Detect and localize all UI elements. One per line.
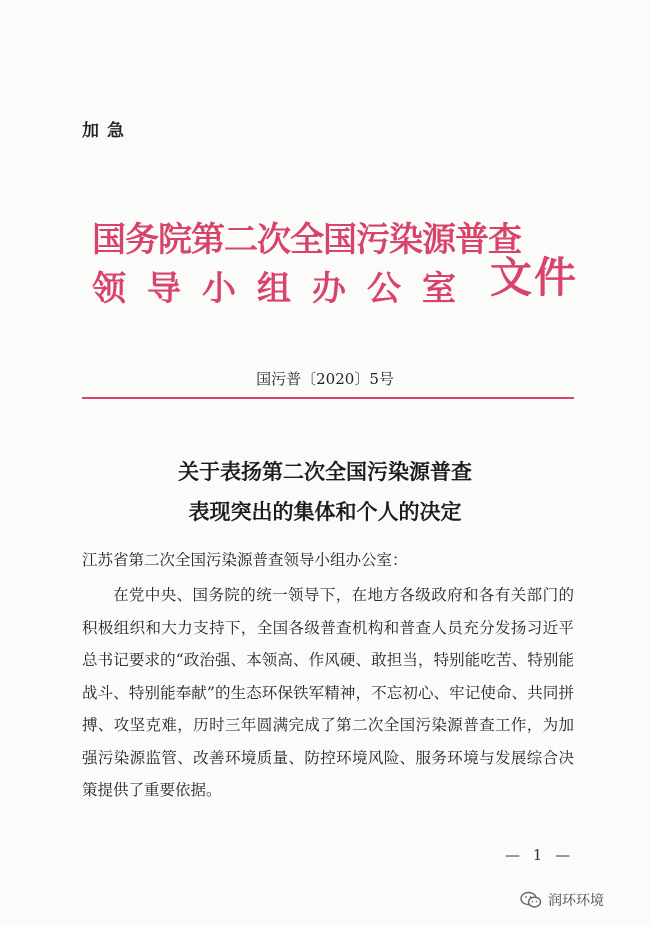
document-title [0,452,650,532]
watermark-text: 润环环境 [548,893,604,909]
title-line2: 表现突出的集体和个人的决定 [188,499,462,524]
watermark [520,890,604,910]
wechat-icon [520,891,542,909]
org-name-line1: 国务院第二次全国污染源普查 [92,220,521,260]
document-type: 文件 [490,253,579,302]
document-number: 国污普〔2020〕5号 [256,370,394,388]
title-line1: 关于表扬第二次全国污染源普查 [178,459,472,484]
red-divider [82,397,574,399]
body-paragraph: 在党中央、国务院的统一领导下，在地方各级政府和各有关部门的积极组织和大力支持下，全国各级普查机构和普查人员充分发扬习近平总书记要求的“政治强、本领高、作风硬、敢担当，特别能吃苦、特别能战斗、特别能奉献”的生态环保铁军精神，不忘初心、牢记使命、共同拼搏、攻坚克难，历时三年圆满完成了第二次全国污染源普查工作，为加强污染源监管、改善环境质量、防控环境风险、服务环境与发展综合决策提供了重要依据。 [82,586,574,799]
page-number: — 1 — [505,846,575,864]
urgency-label: 加急 [82,121,132,141]
org-name-line2: 领导小组办公室 [92,269,477,309]
addressee: 江苏省第二次全国污染源普查领导小组办公室： [82,551,408,569]
issuing-organization [92,218,521,312]
